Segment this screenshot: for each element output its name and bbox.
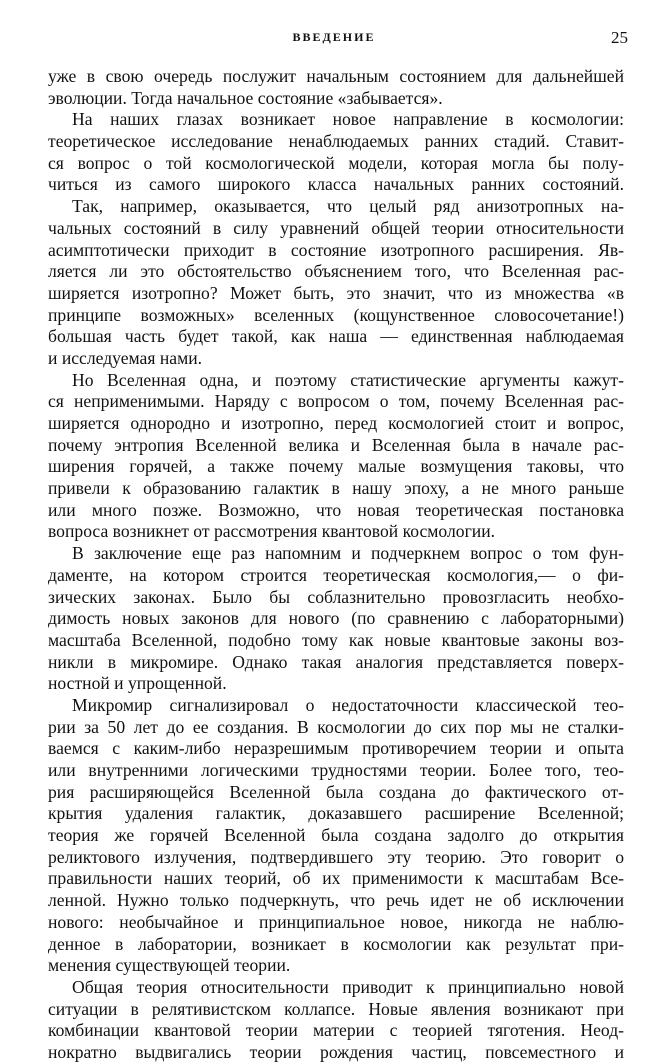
paragraph-4	[48, 370, 624, 544]
text-line: уже в свою очередь послужит начальным состоянием для дальнейшей	[48, 66, 624, 86]
text-line: Так, например, оказывается, что целый ряд анизотропных на-	[72, 196, 624, 217]
paragraph-1	[48, 66, 624, 109]
running-title: ВВЕДЕНИЕ	[292, 30, 376, 44]
paragraph-7	[48, 977, 624, 1064]
text-line: нового: необычайное и принципиальное новое, никогда не наблю-	[48, 911, 624, 932]
text-line: нократно выдвигались теории рождения частиц, повсеместного и	[48, 1041, 624, 1062]
text-line: ваемся с каким-либо неразрешимым противоречием теории и опыта	[48, 738, 624, 759]
text-line: денное в лаборатории, возникает в космологии как результат при-	[48, 933, 624, 954]
text-line: ся неприменимыми. Наряду с вопросом о том, почему Вселенная рас-	[48, 391, 624, 412]
text-line: ситуации в релятивистском коллапсе. Новые явления возникают при	[48, 998, 624, 1019]
text-line: масштаба Вселенной, подобно тому как новые квантовые законы воз-	[48, 629, 624, 650]
text-line: В заключение еще раз напомним и подчеркнем вопрос о том фун-	[72, 543, 624, 564]
text-line: крытия удаления галактик, доказавшего расширение Вселенной;	[48, 803, 624, 824]
paragraph-5	[48, 543, 624, 695]
paragraph-3	[48, 196, 624, 370]
text-line: реликтового излучения, подтвердившего эту теорию. Это говорит о	[48, 846, 624, 867]
text-line: привели к образованию галактик в нашу эпоху, а не много раньше	[48, 478, 624, 499]
text-line: или внутренними логическими трудностями теории. Более того, тео-	[48, 760, 624, 780]
text-line: чальных состояний в силу уравнений общей теории относительности	[48, 217, 624, 238]
text-line: читься из самого широкого класса начальных ранних состояний.	[48, 174, 624, 195]
text-line: большая часть будет такой, как наша — единственная наблюдаемая	[48, 326, 624, 347]
text-line: ширяется однородно и изотропно, перед космологией стоит и вопрос,	[48, 413, 624, 433]
text-line: Микромир сигнализировал о недостаточности классической тео-	[72, 694, 624, 715]
text-line: теория же горячей Вселенной была создана задолго до открытия	[48, 825, 624, 846]
text-line: рия расширяющейся Вселенной была создана до фактического от-	[48, 781, 624, 802]
text-line: рии за 50 лет до ее создания. В космологии до сих пор мы не сталки-	[48, 716, 624, 737]
text-line: и исследуемая нами.	[48, 347, 203, 368]
text-line: никли в микромире. Однако такая аналогия представляется поверх-	[48, 651, 624, 672]
text-line: Но Вселенная одна, и поэтому статистические аргументы кажут-	[72, 369, 624, 390]
running-head	[0, 30, 668, 50]
text-line: комбинации квантовой теории материи с теорией тяготения. Неод-	[48, 1020, 624, 1041]
text-line: димость новых законов для нового (по сравнению с лабораторными)	[48, 608, 624, 629]
text-line: На наших глазах возникает новое направление в космологии:	[72, 109, 624, 130]
text-line: или много позже. Возможно, что новая теоретическая постановка	[48, 499, 624, 520]
text-line: ширяется изотропно? Может быть, это значит, что из множества «в	[48, 282, 624, 303]
text-line: ленной. Нужно только подчеркнуть, что речь идет не об исключении	[48, 890, 624, 911]
paragraph-6	[48, 695, 624, 977]
text-line: ностной и упрощенной.	[48, 673, 227, 694]
text-line: ляется ли это обстоятельство объяснением того, что Вселенная рас-	[48, 261, 624, 282]
text-line: правильности наших теорий, об их применимости к масштабам Все-	[48, 868, 624, 889]
body-text	[48, 66, 624, 1064]
text-line: вопроса возникнет от рассмотрения квантовой космологии.	[48, 521, 496, 542]
text-line: теоретическое исследование ненаблюдаемых ранних стадий. Ставит-	[48, 131, 624, 152]
text-line: ширения горячей, а также почему малые возмущения таковы, что	[48, 456, 624, 477]
page-number: 25	[611, 28, 628, 47]
text-line: эволюции. Тогда начальное состояние «забывается».	[48, 87, 443, 108]
text-line: почему энтропия Вселенной велика и Вселенная была в начале рас-	[48, 434, 624, 455]
text-line: Общая теория относительности приводит к принципиально новой	[72, 976, 624, 997]
paragraph-2	[48, 109, 624, 196]
text-line: зических законах. Было бы соблазнительно провозгласить необхо-	[48, 586, 624, 607]
text-line: даменте, на котором строится теоретическая космология,— о фи-	[48, 564, 624, 585]
text-line: принципе возможных» вселенных (кощунственное словосочетание!)	[48, 304, 624, 325]
text-line: менения существующей теории.	[48, 955, 291, 976]
text-line: асимптотически приходит в состояние изотропного расширения. Яв-	[48, 239, 624, 260]
text-line: ся вопрос о той космологической модели, которая могла бы полу-	[48, 152, 624, 173]
